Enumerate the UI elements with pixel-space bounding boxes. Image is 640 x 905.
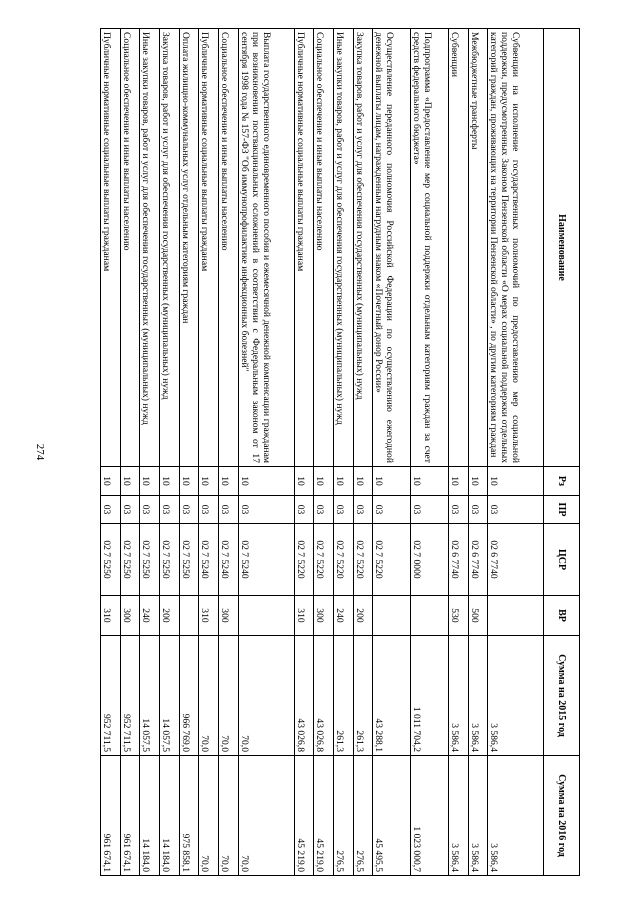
row-sum-2016: 961 674,1 — [101, 756, 121, 876]
table-row — [101, 29, 121, 876]
row-name: Публичные нормативные социальные выплаты гражданам — [101, 29, 121, 467]
header-rz: Рз — [544, 467, 580, 496]
row-rz: 10 — [120, 467, 140, 496]
table-row — [411, 29, 449, 876]
row-vr: 200 — [353, 596, 373, 636]
row-sum-2015: 43 026,8 — [294, 636, 314, 756]
header-sum-2015: Сумма на 2015 год — [544, 636, 580, 756]
row-csr: 02 7 5250 — [120, 524, 140, 596]
row-name: Публичные нормативные социальные выплаты гражданам — [294, 29, 314, 467]
row-vr: 300 — [120, 596, 140, 636]
row-rz: 10 — [140, 467, 160, 496]
row-csr: 02 7 5250 — [140, 524, 160, 596]
row-rz: 10 — [294, 467, 314, 496]
row-vr: 240 — [334, 596, 354, 636]
row-sum-2016: 3 586,4 — [488, 756, 544, 876]
page-number: 274 — [34, 443, 46, 461]
row-csr: 02 7 5250 — [179, 524, 199, 596]
row-vr — [488, 596, 544, 636]
row-vr: 530 — [448, 596, 468, 636]
row-pr: 03 — [468, 496, 488, 524]
row-csr: 02 7 5220 — [294, 524, 314, 596]
table-row — [334, 29, 354, 876]
table-row — [294, 29, 314, 876]
row-sum-2015: 966 769,0 — [179, 636, 199, 756]
row-sum-2015: 3 586,4 — [448, 636, 468, 756]
table-row — [448, 29, 468, 876]
budget-table — [100, 28, 580, 876]
row-pr: 03 — [334, 496, 354, 524]
row-sum-2016: 1 023 000,7 — [411, 756, 449, 876]
row-rz: 10 — [101, 467, 121, 496]
table-row — [488, 29, 544, 876]
row-rz: 10 — [160, 467, 180, 496]
row-name: Осуществление переданного полномочия Российской Федерации по осуществлению ежегодной денежной выплаты лицам, награжденным нагрудным знаком «Почетный донор России» — [373, 29, 411, 467]
row-rz: 10 — [353, 467, 373, 496]
row-sum-2015: 261,3 — [334, 636, 354, 756]
row-rz: 10 — [448, 467, 468, 496]
row-csr: 02 6 7740 — [468, 524, 488, 596]
row-sum-2016: 276,5 — [353, 756, 373, 876]
table-row — [199, 29, 219, 876]
row-vr: 310 — [294, 596, 314, 636]
row-sum-2015: 14 057,5 — [140, 636, 160, 756]
row-name: Закупка товаров, работ и услуг для обеспечения государственных (муниципальных) нужд — [160, 29, 180, 467]
row-name: Оплата жилищно-коммунальных услуг отдельным категориям граждан — [179, 29, 199, 467]
row-sum-2016: 3 586,4 — [448, 756, 468, 876]
row-name: Выплата государственного единовременного пособия и ежемесячной денежной компенсации гражданам при возникновении поствакцинальных осложнений в соответствии с Федеральным законом от 17 сентября 1998 года № 157-ФЗ "Об иммунопрофилактике инфекционных болезней" — [238, 29, 294, 467]
row-name: Социальное обеспечение и иные выплаты населению — [219, 29, 239, 467]
row-sum-2016: 14 184,0 — [140, 756, 160, 876]
row-csr: 02 7 5250 — [160, 524, 180, 596]
table-row — [219, 29, 239, 876]
row-pr: 03 — [219, 496, 239, 524]
row-sum-2015: 43 026,8 — [314, 636, 334, 756]
row-rz: 10 — [219, 467, 239, 496]
row-sum-2015: 43 288,1 — [373, 636, 411, 756]
row-name: Межбюджетные трансферты — [468, 29, 488, 467]
row-sum-2016: 70,0 — [219, 756, 239, 876]
row-csr: 02 7 0000 — [411, 524, 449, 596]
row-sum-2015: 261,3 — [353, 636, 373, 756]
row-pr: 03 — [488, 496, 544, 524]
table-header-row — [544, 29, 580, 876]
row-sum-2016: 975 858,1 — [179, 756, 199, 876]
row-rz: 10 — [199, 467, 219, 496]
table-row — [238, 29, 294, 876]
row-csr: 02 7 5220 — [373, 524, 411, 596]
table-row — [120, 29, 140, 876]
header-pr: ПР — [544, 496, 580, 524]
row-sum-2016: 45 219,0 — [294, 756, 314, 876]
row-vr: 300 — [314, 596, 334, 636]
row-rz: 10 — [314, 467, 334, 496]
row-name: Субвенции — [448, 29, 468, 467]
row-name: Иные закупки товаров, работ и услуг для обеспечения государственных (муниципальных) нужд — [334, 29, 354, 467]
row-rz: 10 — [411, 467, 449, 496]
row-csr: 02 7 5240 — [238, 524, 294, 596]
row-name: Субвенции на исполнение государственных полномочий по предоставлению мер социальной поддержки, предусмотренных Законом Пензенской области «О мерах социальной поддержки отдельных категорий граждан, проживающих на территории Пензенской области» , по другим категориям граждан — [488, 29, 544, 467]
row-pr: 03 — [373, 496, 411, 524]
table-row — [353, 29, 373, 876]
row-csr: 02 7 5220 — [334, 524, 354, 596]
row-sum-2016: 3 586,4 — [468, 756, 488, 876]
row-csr: 02 7 5250 — [101, 524, 121, 596]
header-sum-2016: Сумма на 2016 год — [544, 756, 580, 876]
row-vr: 240 — [140, 596, 160, 636]
row-sum-2015: 70,0 — [199, 636, 219, 756]
row-vr — [238, 596, 294, 636]
row-sum-2015: 3 586,4 — [468, 636, 488, 756]
row-csr: 02 7 5240 — [199, 524, 219, 596]
row-vr: 500 — [468, 596, 488, 636]
row-pr: 03 — [120, 496, 140, 524]
row-rz: 10 — [468, 467, 488, 496]
row-sum-2016: 45 495,5 — [373, 756, 411, 876]
row-pr: 03 — [448, 496, 468, 524]
row-rz: 10 — [179, 467, 199, 496]
row-vr: 310 — [101, 596, 121, 636]
row-csr: 02 6 7740 — [488, 524, 544, 596]
header-vr: ВР — [544, 596, 580, 636]
row-pr: 03 — [314, 496, 334, 524]
row-pr: 03 — [238, 496, 294, 524]
row-pr: 03 — [199, 496, 219, 524]
row-sum-2016: 276,5 — [334, 756, 354, 876]
row-vr — [179, 596, 199, 636]
row-sum-2016: 70,0 — [238, 756, 294, 876]
row-sum-2016: 45 219,0 — [314, 756, 334, 876]
row-sum-2015: 14 057,5 — [160, 636, 180, 756]
row-rz: 10 — [488, 467, 544, 496]
row-sum-2016: 14 184,0 — [160, 756, 180, 876]
row-csr: 02 7 5240 — [219, 524, 239, 596]
row-sum-2015: 3 586,4 — [488, 636, 544, 756]
row-sum-2016: 70,0 — [199, 756, 219, 876]
row-name: Социальное обеспечение и иные выплаты населению — [314, 29, 334, 467]
row-pr: 03 — [160, 496, 180, 524]
table-row — [468, 29, 488, 876]
row-name: Закупка товаров, работ и услуг для обеспечения государственных (муниципальных) нужд — [353, 29, 373, 467]
row-csr: 02 7 5220 — [314, 524, 334, 596]
row-name: Социальное обеспечение и иные выплаты населению — [120, 29, 140, 467]
row-name: Публичные нормативные социальные выплаты гражданам — [199, 29, 219, 467]
row-pr: 03 — [294, 496, 314, 524]
row-vr: 300 — [219, 596, 239, 636]
row-sum-2015: 70,0 — [238, 636, 294, 756]
row-pr: 03 — [179, 496, 199, 524]
header-name: Наименование — [544, 29, 580, 467]
header-csr: ЦСР — [544, 524, 580, 596]
row-sum-2016: 961 674,1 — [120, 756, 140, 876]
row-rz: 10 — [373, 467, 411, 496]
row-name: Иные закупки товаров, работ и услуг для обеспечения государственных (муниципальных) нужд — [140, 29, 160, 467]
rotated-table-container — [100, 28, 580, 875]
row-sum-2015: 70,0 — [219, 636, 239, 756]
row-sum-2015: 1 011 704,2 — [411, 636, 449, 756]
row-vr: 200 — [160, 596, 180, 636]
row-pr: 03 — [101, 496, 121, 524]
table-row — [160, 29, 180, 876]
row-sum-2015: 952 711,5 — [101, 636, 121, 756]
row-sum-2015: 952 711,5 — [120, 636, 140, 756]
row-vr: 310 — [199, 596, 219, 636]
table-row — [373, 29, 411, 876]
table-row — [314, 29, 334, 876]
row-rz: 10 — [238, 467, 294, 496]
row-vr — [411, 596, 449, 636]
row-rz: 10 — [334, 467, 354, 496]
table-row — [140, 29, 160, 876]
row-name: Подпрограмма «Предоставление мер социальной поддержки отдельным категориям граждан за счет средств федерального бюджета» — [411, 29, 449, 467]
table-row — [179, 29, 199, 876]
row-csr: 02 7 5220 — [353, 524, 373, 596]
row-pr: 03 — [353, 496, 373, 524]
row-pr: 03 — [140, 496, 160, 524]
row-pr: 03 — [411, 496, 449, 524]
row-csr: 02 6 7740 — [448, 524, 468, 596]
row-vr — [373, 596, 411, 636]
